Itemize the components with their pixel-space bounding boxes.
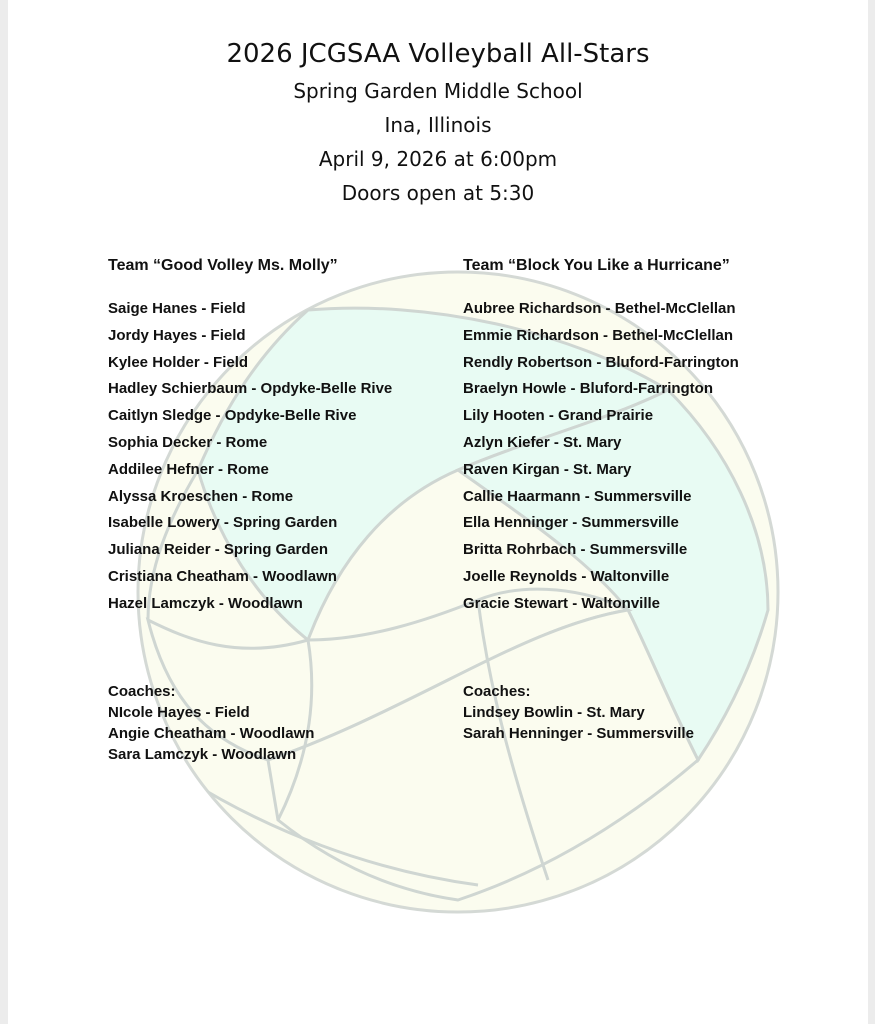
- player-item: Hazel Lamczyk - Woodlawn: [108, 594, 303, 612]
- player-item: Emmie Richardson - Bethel-McClellan: [463, 326, 734, 344]
- coaches-label: Coaches:: [463, 683, 531, 700]
- team-block-hurricane: [463, 256, 823, 618]
- team-name: Team “Good Volley Ms. Molly”: [108, 257, 338, 274]
- player-item: Azlyn Kiefer - St. Mary: [463, 433, 622, 451]
- player-item: Isabelle Lowery - Spring Garden: [108, 514, 338, 532]
- player-item: Callie Haarmann - Summersville: [463, 487, 692, 505]
- player-item: Jordy Hayes - Field: [108, 326, 246, 344]
- coaches-label: Coaches:: [108, 683, 176, 700]
- player-item: Caitlyn Sledge - Opdyke-Belle Rive: [108, 407, 357, 425]
- event-header: [8, 34, 868, 210]
- player-item: Saige Hanes - Field: [108, 300, 246, 317]
- player-item: Lily Hooten - Grand Prairie: [463, 407, 654, 425]
- coaches-good-volley: [108, 682, 448, 765]
- event-location: Ina, Illinois: [384, 113, 492, 137]
- coach-item: Angie Cheatham - Woodlawn: [108, 725, 315, 742]
- player-item: Rendly Robertson - Bluford-Farrington: [463, 353, 739, 371]
- coaches-block-hurricane: [463, 682, 823, 744]
- player-item: Raven Kirgan - St. Mary: [463, 460, 632, 478]
- event-doors: Doors open at 5:30: [341, 181, 535, 205]
- player-item: Ella Henninger - Summersville: [463, 514, 679, 532]
- event-venue: Spring Garden Middle School: [293, 79, 583, 103]
- event-title: 2026 JCGSAA Volleyball All-Stars: [226, 39, 650, 69]
- team-name: Team “Block You Like a Hurricane”: [463, 257, 730, 274]
- player-item: Addilee Hefner - Rome: [108, 460, 269, 478]
- player-list: [108, 296, 448, 618]
- document-page: [8, 0, 868, 1024]
- player-item: Braelyn Howle - Bluford-Farrington: [463, 380, 714, 398]
- event-datetime: April 9, 2026 at 6:00pm: [318, 147, 558, 171]
- player-item: Juliana Reider - Spring Garden: [108, 541, 329, 559]
- player-item: Cristiana Cheatham - Woodlawn: [108, 567, 337, 585]
- player-item: Aubree Richardson - Bethel-McClellan: [463, 300, 736, 317]
- coach-list: [108, 702, 448, 765]
- player-item: Joelle Reynolds - Waltonville: [463, 567, 670, 585]
- player-item: Kylee Holder - Field: [108, 353, 249, 371]
- coach-list: [463, 702, 823, 744]
- coach-item: Sarah Henninger - Summersville: [463, 725, 694, 742]
- coach-item: NIcole Hayes - Field: [108, 704, 250, 721]
- player-list: [463, 296, 823, 618]
- player-item: Alyssa Kroeschen - Rome: [108, 487, 294, 505]
- player-item: Sophia Decker - Rome: [108, 433, 268, 451]
- player-item: Britta Rohrbach - Summersville: [463, 541, 688, 559]
- coach-item: Sara Lamczyk - Woodlawn: [108, 746, 297, 763]
- coach-item: Lindsey Bowlin - St. Mary: [463, 704, 645, 721]
- player-item: Gracie Stewart - Waltonville: [463, 594, 660, 612]
- player-item: Hadley Schierbaum - Opdyke-Belle Rive: [108, 380, 393, 398]
- team-good-volley: [108, 256, 448, 618]
